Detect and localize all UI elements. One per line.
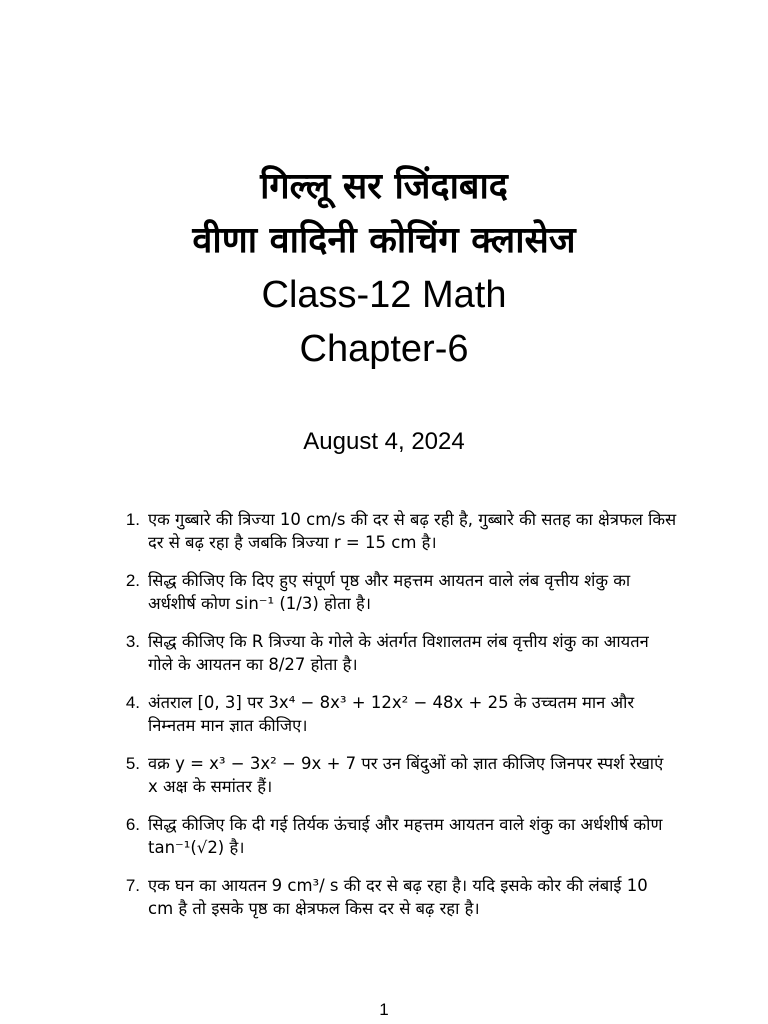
problem-number: 5. (125, 754, 140, 773)
problem-item (108, 874, 678, 920)
problem-number: 2. (125, 571, 140, 590)
title-line-1: गिल्लू सर जिंदाबाद (260, 166, 508, 207)
problem-text: वक्र y = x³ − 3x² − 9x + 7 पर उन बिंदुओं को ज्ञात कीजिए जिनपर स्पर्श रेखाएं x अक्ष के समांतर हैं। (148, 754, 664, 796)
title-line-3: Class-12 Math (261, 274, 507, 316)
document-date: August 4, 2024 (303, 428, 465, 455)
problem-number: 3. (125, 632, 140, 651)
document-title (0, 160, 768, 376)
problem-item (108, 752, 678, 798)
problem-text: एक घन का आयतन 9 cm³/ s की दर से बढ़ रहा है। यदि इसके कोर की लंबाई 10 cm है तो इसके पृष्ठ का क्षेत्रफल किस दर से बढ़ रहा है। (148, 876, 648, 918)
problem-text: अंतराल [0, 3] पर 3x⁴ − 8x³ + 12x² − 48x + 25 के उच्चतम मान और निम्नतम मान ज्ञात कीजिए। (148, 693, 635, 735)
problem-text: सिद्ध कीजिए कि दी गई तिर्यक ऊंचाई और महत्तम आयतन वाले शंकु का अर्धशीर्ष कोण tan⁻¹(√2) है। (148, 815, 663, 857)
page-number: 1 (379, 1000, 389, 1019)
problem-item (108, 569, 678, 615)
problem-text: सिद्ध कीजिए कि दिए हुए संपूर्ण पृष्ठ और महत्तम आयतन वाले लंब वृत्तीय शंकु का अर्धशीर्ष कोण sin⁻¹ (1/3) होता है। (148, 571, 631, 613)
problem-number: 1. (125, 510, 140, 529)
problem-number: 4. (125, 693, 140, 712)
problem-number: 7. (125, 876, 140, 895)
problem-item (108, 813, 678, 859)
problem-number: 6. (125, 815, 140, 834)
problem-text: सिद्ध कीजिए कि R त्रिज्या के गोले के अंतर्गत विशालतम लंब वृत्तीय शंकु का आयतन गोले के आयतन का 8/27 होता है। (148, 632, 649, 674)
problem-item (108, 691, 678, 737)
problem-list (108, 508, 678, 935)
title-line-2: वीणा वादिनी कोचिंग क्लासेज (192, 220, 576, 261)
problem-text: एक गुब्बारे की त्रिज्या 10 cm/s की दर से बढ़ रही है, गुब्बारे की सतह का क्षेत्रफल किस दर से बढ़ रहा है जबकि त्रिज्या r = 15 cm है। (148, 510, 677, 552)
title-line-4: Chapter-6 (299, 328, 469, 370)
problem-item (108, 508, 678, 554)
problem-item (108, 630, 678, 676)
